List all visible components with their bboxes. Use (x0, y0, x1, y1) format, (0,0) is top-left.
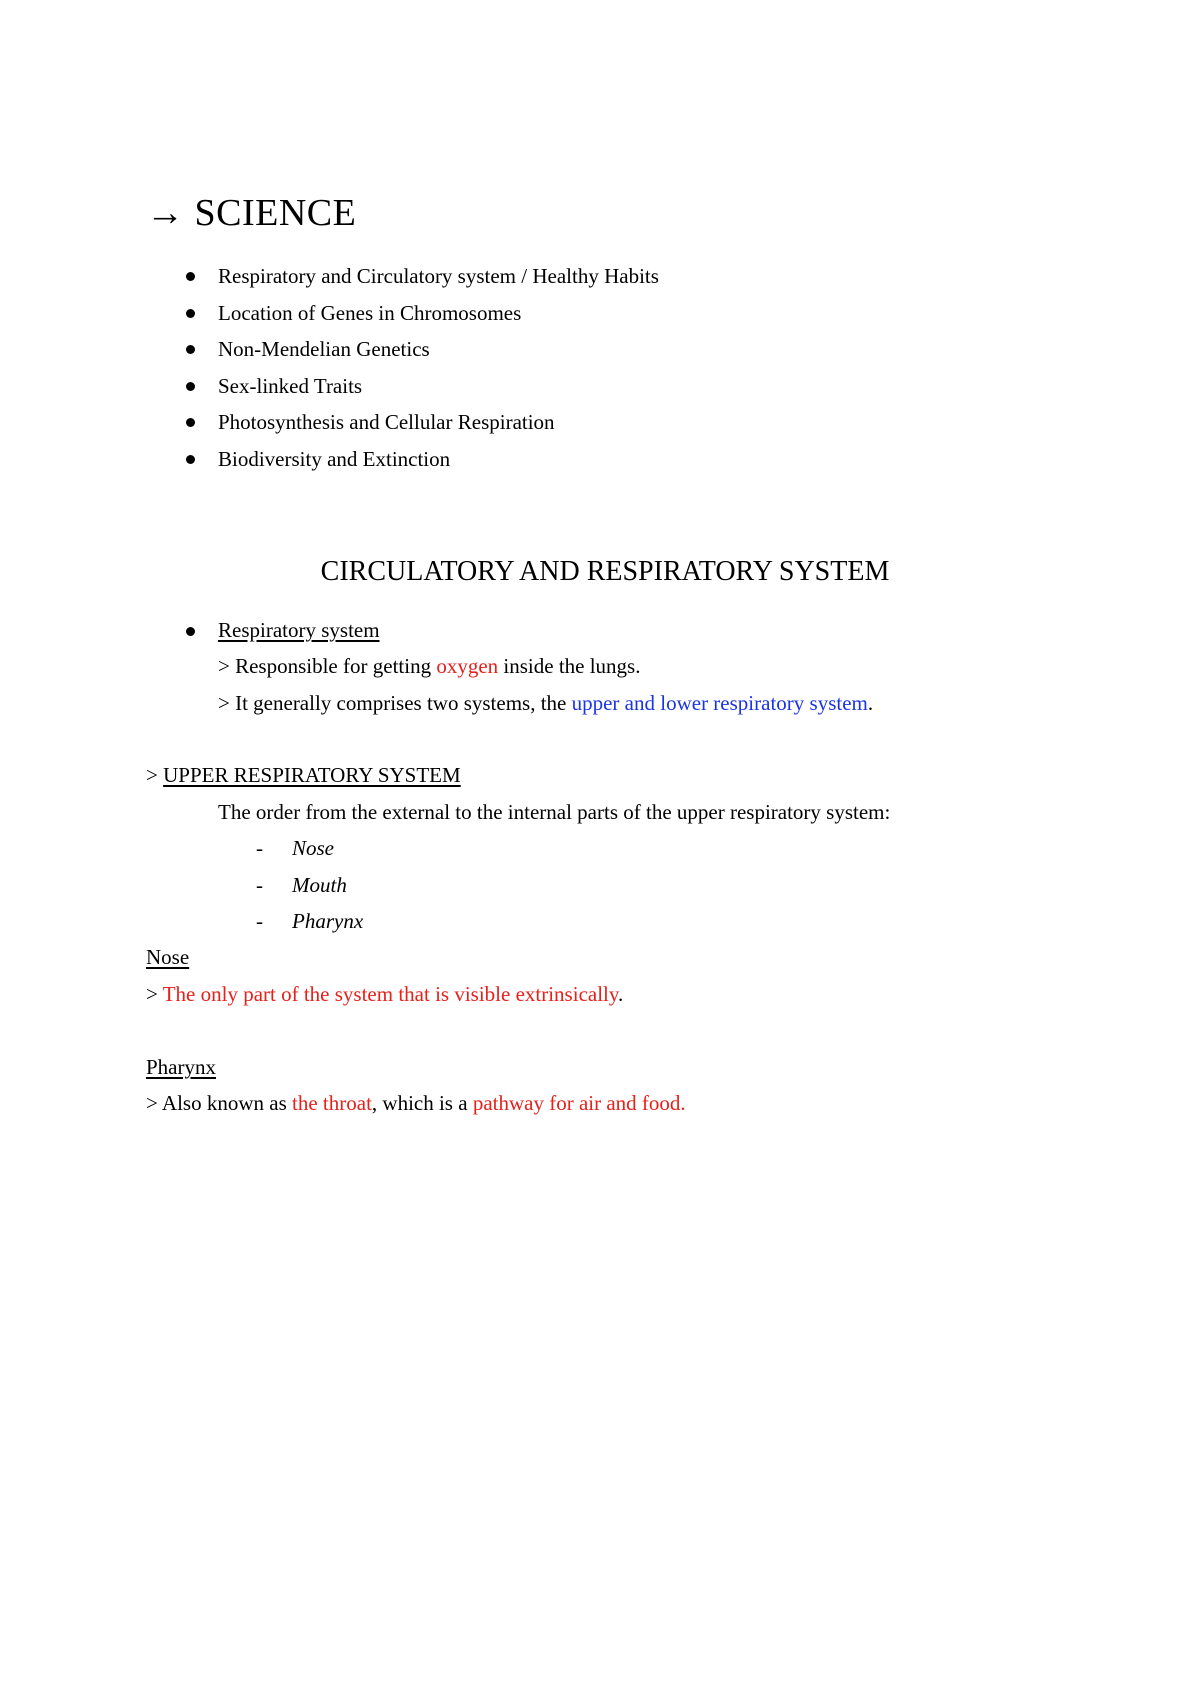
topic-list (186, 258, 659, 478)
topic-text: Biodiversity and Extinction (218, 446, 451, 471)
bullet-icon (186, 627, 195, 636)
topic-text: Sex-linked Traits (218, 373, 363, 398)
dash-icon: - (256, 909, 263, 933)
part-pharynx: Pharynx (292, 909, 364, 933)
bullet-icon (186, 418, 195, 427)
upper-respiratory-title: UPPER RESPIRATORY SYSTEM (163, 763, 461, 787)
list-item (186, 258, 659, 295)
highlight-oxygen: oxygen (436, 654, 499, 678)
list-item (186, 441, 659, 478)
part-mouth: Mouth (292, 873, 347, 897)
list-item (186, 331, 659, 368)
section-title: CIRCULATORY AND RESPIRATORY SYSTEM (320, 556, 890, 587)
text-segment: inside the lungs. (498, 654, 641, 678)
list-item (256, 870, 347, 900)
text-segment: > Responsible for getting (218, 654, 437, 678)
text-segment: . (618, 982, 624, 1006)
list-item (256, 906, 363, 936)
dash-icon: - (256, 836, 263, 860)
pharynx-description (146, 1088, 686, 1118)
topic-text: Photosynthesis and Cellular Respiration (218, 410, 555, 435)
highlight-upper-lower: upper and lower respiratory system (571, 691, 868, 715)
heading-science: → SCIENCE (146, 192, 357, 234)
bullet-icon (186, 345, 195, 354)
part-nose: Nose (292, 836, 334, 860)
list-item (256, 833, 334, 863)
text-segment: . (867, 691, 874, 715)
text-segment: > Also known as (146, 1091, 293, 1115)
nose-title: Nose (146, 945, 190, 969)
bullet-icon (186, 272, 195, 281)
respiratory-line-2 (218, 688, 873, 718)
text-segment: , which is a (371, 1091, 473, 1115)
pharynx-title: Pharynx (146, 1055, 216, 1079)
highlight-pathway: pathway for air and food. (472, 1091, 686, 1115)
bullet-icon (186, 382, 195, 391)
highlight-nose-text: The only part of the system that is visible extrinsically (162, 982, 619, 1006)
topic-text: Location of Genes in Chromosomes (218, 300, 522, 325)
topic-text: Non-Mendelian Genetics (218, 337, 430, 362)
text-segment: > (146, 982, 163, 1006)
list-item (186, 368, 659, 405)
text-segment: > It generally comprises two systems, the (218, 691, 572, 715)
bullet-icon (186, 455, 195, 464)
respiratory-system-item (186, 615, 380, 645)
list-item (186, 404, 659, 441)
upper-respiratory-intro: The order from the external to the internal parts of the upper respiratory system: (218, 800, 891, 824)
topic-text: Respiratory and Circulatory system / Healthy Habits (218, 264, 659, 288)
nose-description (146, 979, 623, 1009)
respiratory-system-label: Respiratory system (218, 618, 380, 642)
highlight-throat: the throat (292, 1091, 372, 1115)
respiratory-line-1 (218, 651, 640, 681)
upper-respiratory-heading (146, 760, 461, 790)
bullet-icon (186, 309, 195, 318)
text-segment: > (146, 763, 164, 787)
list-item (186, 295, 659, 332)
dash-icon: - (256, 873, 263, 897)
